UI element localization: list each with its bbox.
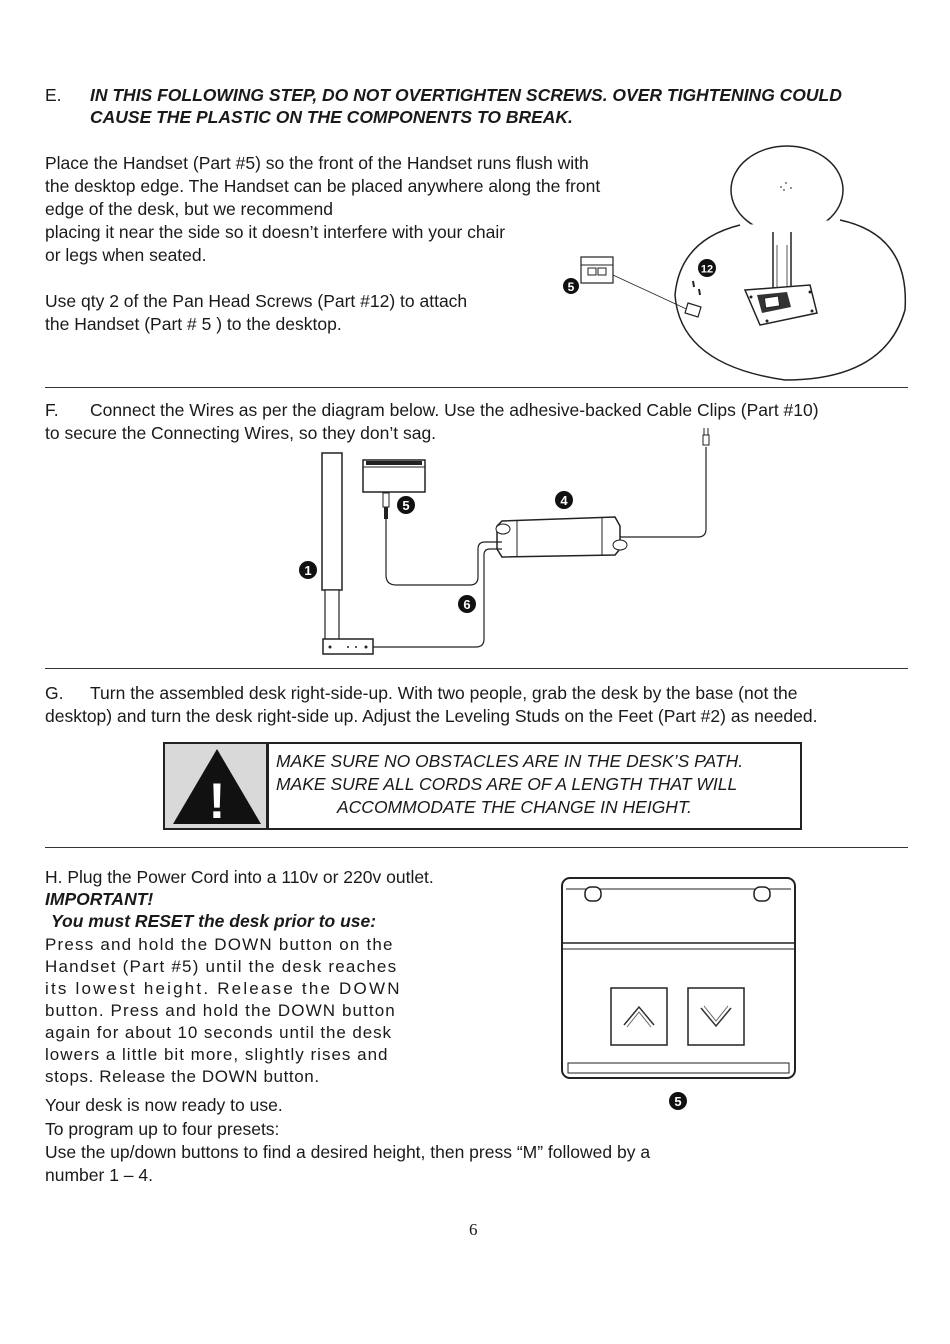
power-cord <box>620 447 706 537</box>
leg-column <box>773 232 791 295</box>
leg-column-inner <box>325 590 339 640</box>
page-number: 6 <box>469 1220 478 1239</box>
section-e-warning-line2: CAUSE THE PLASTIC ON THE COMPONENTS TO BREAK. <box>90 107 573 127</box>
handset-plug <box>383 493 389 507</box>
callout-12-badge <box>698 259 716 277</box>
section-g-line2: desktop) and turn the desk right-side up. Adjust the Leveling Studs on the Feet (Part #2) as needed. <box>45 706 818 726</box>
section-h-line1: H. Plug the Power Cord into a 110v or 220v outlet. <box>45 867 434 887</box>
screw-icon <box>699 289 700 295</box>
svg-text:6: 6 <box>463 597 471 612</box>
section-h-important: IMPORTANT! <box>45 889 154 909</box>
svg-text:5: 5 <box>674 1094 682 1109</box>
svg-text:12: 12 <box>700 263 714 276</box>
reset-step-line1: Press and hold the DOWN button on the <box>45 935 394 954</box>
mounting-hole-right <box>754 887 770 901</box>
ready-text: Your desk is now ready to use. <box>45 1095 283 1115</box>
warning-box <box>163 742 802 830</box>
section-g-letter: G. <box>45 683 64 703</box>
leg-column-outer <box>322 453 342 590</box>
callout-1-badge <box>299 561 317 579</box>
control-box <box>496 517 627 557</box>
section-e-para1-line2: the desktop edge. The Handset can be placed anywhere along the front <box>45 176 601 196</box>
divider <box>45 668 908 669</box>
plate-screw <box>809 291 812 294</box>
program-line2: number 1 – 4. <box>45 1165 153 1185</box>
section-g-line1: Turn the assembled desk right-side-up. With two people, grab the desk by the base (not the <box>90 683 798 703</box>
section-h-reset-title: You must RESET the desk prior to use: <box>51 911 377 931</box>
section-e-para1-line4: placing it near the side so it doesn’t interfere with your chair <box>45 222 506 242</box>
handset-mounting-diagram <box>555 135 910 385</box>
section-e-letter: E. <box>45 85 62 105</box>
program-title: To program up to four presets: <box>45 1119 280 1139</box>
warning-line1: MAKE SURE NO OBSTACLES ARE IN THE DESK’S PATH. <box>276 751 744 771</box>
reset-step-line3: its lowest height. Release the DOWN <box>45 979 402 998</box>
reset-step-line5: again for about 10 seconds until the desk <box>45 1023 392 1042</box>
reset-step-line6: lowers a little bit more, slightly rises and <box>45 1045 389 1064</box>
leg-mounting-block-face <box>764 296 779 308</box>
callout-4-badge <box>555 491 573 509</box>
section-f-line2: to secure the Connecting Wires, so they don’t sag. <box>45 423 437 443</box>
plate-screw <box>811 310 814 313</box>
divider <box>45 847 908 848</box>
section-e-para2-line2: the Handset (Part # 5 ) to the desktop. <box>45 314 342 334</box>
down-button[interactable] <box>688 988 744 1045</box>
warning-line2: MAKE SURE ALL CORDS ARE OF A LENGTH THAT WILL <box>276 774 738 794</box>
motor-wire <box>373 549 502 647</box>
section-e-para1-line3: edge of the desk, but we recommend <box>45 199 333 219</box>
warning-triangle-icon <box>165 744 269 828</box>
callout-5-badge <box>397 496 415 514</box>
reset-step-line7: stops. Release the DOWN button. <box>45 1067 320 1086</box>
program-line1: Use the up/down buttons to find a desired height, then press “M” followed by a <box>45 1142 651 1162</box>
plate-screw <box>750 296 753 299</box>
screw-icon <box>693 281 694 287</box>
callout-5-badge <box>563 278 579 294</box>
svg-text:!: ! <box>208 773 226 828</box>
plate-screw <box>766 320 769 323</box>
section-e-para1-line5: or legs when seated. <box>45 245 207 265</box>
handset-illustration <box>558 875 800 1115</box>
divider <box>45 387 908 388</box>
handset-box <box>363 460 425 492</box>
wiring-diagram <box>290 425 730 665</box>
reset-step-line4: button. Press and hold the DOWN button <box>45 1001 396 1020</box>
section-f-letter: F. <box>45 400 59 420</box>
handset-plug-tip <box>384 507 388 519</box>
callout-5-badge <box>669 1092 687 1110</box>
handset-small <box>581 257 613 283</box>
section-e-para1-line1: Place the Handset (Part #5) so the front of the Handset runs flush with <box>45 153 589 173</box>
svg-text:5: 5 <box>567 280 575 294</box>
power-plug-icon <box>703 428 709 445</box>
section-e-warning-line1: IN THIS FOLLOWING STEP, DO NOT OVERTIGHTEN SCREWS. OVER TIGHTENING COULD <box>90 85 842 105</box>
section-f-line1: Connect the Wires as per the diagram below. Use the adhesive-backed Cable Clips (Part #10) <box>90 400 819 420</box>
callout-6-badge <box>458 595 476 613</box>
section-e-para2-line1: Use qty 2 of the Pan Head Screws (Part #12) to attach <box>45 291 468 311</box>
svg-text:1: 1 <box>304 563 312 578</box>
mounting-hole-left <box>585 887 601 901</box>
reset-step-line2: Handset (Part #5) until the desk reaches <box>45 957 398 976</box>
svg-text:5: 5 <box>402 498 410 513</box>
svg-text:4: 4 <box>560 493 568 508</box>
up-button[interactable] <box>611 988 667 1045</box>
warning-icon-panel <box>165 744 269 828</box>
warning-line3: ACCOMMODATE THE CHANGE IN HEIGHT. <box>337 797 692 817</box>
handset-body <box>562 878 795 1078</box>
